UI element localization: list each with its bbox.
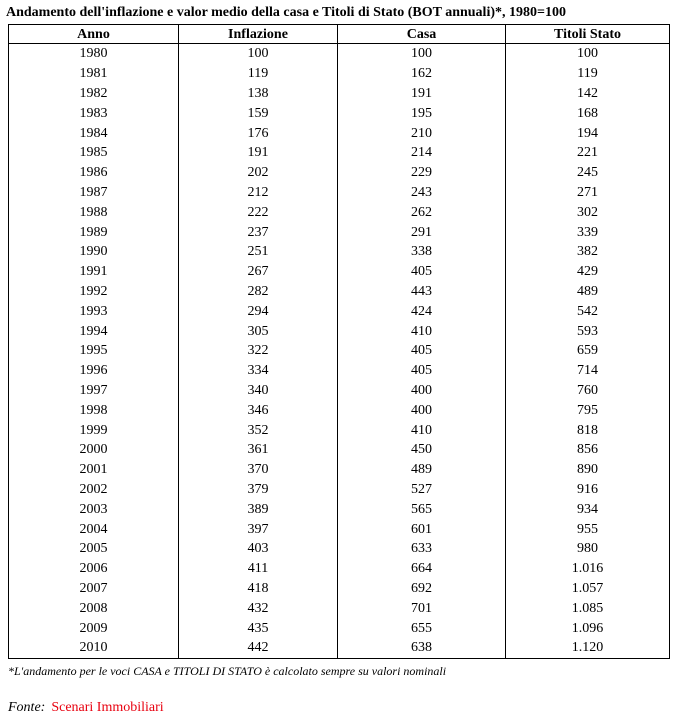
cell-casa: 338	[338, 242, 506, 262]
table-row	[9, 321, 670, 341]
table-row	[9, 222, 670, 242]
cell-inflazione: 403	[179, 539, 338, 559]
cell-inflazione: 346	[179, 400, 338, 420]
cell-anno: 1998	[9, 400, 179, 420]
table-row	[9, 638, 670, 658]
cell-titoli-stato: 1.085	[506, 598, 670, 618]
table-row	[9, 559, 670, 579]
cell-inflazione: 202	[179, 163, 338, 183]
cell-casa: 410	[338, 420, 506, 440]
cell-inflazione: 191	[179, 143, 338, 163]
cell-titoli-stato: 955	[506, 519, 670, 539]
cell-inflazione: 119	[179, 64, 338, 84]
table-row	[9, 44, 670, 64]
cell-titoli-stato: 760	[506, 381, 670, 401]
cell-inflazione: 159	[179, 103, 338, 123]
header-row	[9, 25, 670, 44]
cell-inflazione: 294	[179, 301, 338, 321]
cell-anno: 2004	[9, 519, 179, 539]
cell-titoli-stato: 714	[506, 361, 670, 381]
cell-casa: 633	[338, 539, 506, 559]
cell-anno: 1992	[9, 282, 179, 302]
cell-titoli-stato: 429	[506, 262, 670, 282]
cell-inflazione: 379	[179, 480, 338, 500]
source-value: Scenari Immobiliari	[51, 700, 164, 715]
cell-anno: 2010	[9, 638, 179, 658]
cell-titoli-stato: 382	[506, 242, 670, 262]
cell-casa: 701	[338, 598, 506, 618]
cell-inflazione: 340	[179, 381, 338, 401]
cell-casa: 638	[338, 638, 506, 658]
cell-anno: 2005	[9, 539, 179, 559]
table-row	[9, 480, 670, 500]
cell-casa: 405	[338, 262, 506, 282]
cell-casa: 400	[338, 381, 506, 401]
cell-casa: 664	[338, 559, 506, 579]
cell-casa: 195	[338, 103, 506, 123]
cell-casa: 214	[338, 143, 506, 163]
table-row	[9, 381, 670, 401]
cell-anno: 1999	[9, 420, 179, 440]
cell-anno: 2001	[9, 460, 179, 480]
cell-casa: 565	[338, 499, 506, 519]
data-table	[8, 24, 670, 659]
cell-casa: 527	[338, 480, 506, 500]
table-row	[9, 519, 670, 539]
cell-titoli-stato: 1.120	[506, 638, 670, 658]
cell-titoli-stato: 818	[506, 420, 670, 440]
column-header-titoli-stato: Titoli Stato	[506, 25, 670, 44]
cell-casa: 424	[338, 301, 506, 321]
table-row	[9, 242, 670, 262]
cell-titoli-stato: 489	[506, 282, 670, 302]
table-row	[9, 341, 670, 361]
table-row	[9, 123, 670, 143]
cell-inflazione: 370	[179, 460, 338, 480]
cell-titoli-stato: 100	[506, 44, 670, 64]
cell-anno: 1990	[9, 242, 179, 262]
cell-inflazione: 361	[179, 440, 338, 460]
cell-titoli-stato: 1.096	[506, 618, 670, 638]
cell-inflazione: 212	[179, 183, 338, 203]
table-row	[9, 539, 670, 559]
table-row	[9, 262, 670, 282]
cell-inflazione: 138	[179, 84, 338, 104]
cell-anno: 2006	[9, 559, 179, 579]
cell-titoli-stato: 245	[506, 163, 670, 183]
cell-casa: 443	[338, 282, 506, 302]
cell-titoli-stato: 339	[506, 222, 670, 242]
table-row	[9, 163, 670, 183]
cell-casa: 210	[338, 123, 506, 143]
cell-inflazione: 222	[179, 202, 338, 222]
table-title: Andamento dell'inflazione e valor medio della casa e Titoli di Stato (BOT annuali)*, 1980=100	[6, 5, 566, 20]
cell-anno: 1994	[9, 321, 179, 341]
cell-titoli-stato: 980	[506, 539, 670, 559]
table-row	[9, 499, 670, 519]
table-row	[9, 301, 670, 321]
cell-titoli-stato: 1.016	[506, 559, 670, 579]
cell-titoli-stato: 302	[506, 202, 670, 222]
cell-casa: 405	[338, 341, 506, 361]
cell-titoli-stato: 221	[506, 143, 670, 163]
table-row	[9, 361, 670, 381]
column-header-casa: Casa	[338, 25, 506, 44]
cell-anno: 1985	[9, 143, 179, 163]
table-row	[9, 420, 670, 440]
source-label: Fonte:	[8, 700, 46, 715]
table-row	[9, 202, 670, 222]
cell-casa: 291	[338, 222, 506, 242]
cell-anno: 1981	[9, 64, 179, 84]
table-row	[9, 618, 670, 638]
cell-casa: 489	[338, 460, 506, 480]
cell-casa: 405	[338, 361, 506, 381]
cell-inflazione: 100	[179, 44, 338, 64]
cell-inflazione: 389	[179, 499, 338, 519]
cell-titoli-stato: 168	[506, 103, 670, 123]
cell-titoli-stato: 659	[506, 341, 670, 361]
table-row	[9, 598, 670, 618]
cell-anno: 2007	[9, 579, 179, 599]
column-header-anno: Anno	[9, 25, 179, 44]
cell-inflazione: 334	[179, 361, 338, 381]
cell-titoli-stato: 856	[506, 440, 670, 460]
cell-anno: 2000	[9, 440, 179, 460]
cell-anno: 1991	[9, 262, 179, 282]
cell-anno: 1988	[9, 202, 179, 222]
cell-casa: 191	[338, 84, 506, 104]
cell-inflazione: 176	[179, 123, 338, 143]
cell-anno: 1983	[9, 103, 179, 123]
cell-casa: 262	[338, 202, 506, 222]
cell-casa: 400	[338, 400, 506, 420]
cell-titoli-stato: 1.057	[506, 579, 670, 599]
cell-inflazione: 411	[179, 559, 338, 579]
cell-inflazione: 432	[179, 598, 338, 618]
cell-anno: 1984	[9, 123, 179, 143]
table-row	[9, 183, 670, 203]
cell-titoli-stato: 271	[506, 183, 670, 203]
cell-inflazione: 397	[179, 519, 338, 539]
cell-titoli-stato: 593	[506, 321, 670, 341]
cell-casa: 450	[338, 440, 506, 460]
cell-titoli-stato: 916	[506, 480, 670, 500]
table-body	[9, 44, 670, 659]
cell-anno: 1986	[9, 163, 179, 183]
cell-inflazione: 435	[179, 618, 338, 638]
table-row	[9, 282, 670, 302]
cell-inflazione: 322	[179, 341, 338, 361]
cell-titoli-stato: 542	[506, 301, 670, 321]
table-row	[9, 440, 670, 460]
cell-casa: 601	[338, 519, 506, 539]
cell-anno: 1995	[9, 341, 179, 361]
footnote: *L'andamento per le voci CASA e TITOLI DI STATO è calcolato sempre su valori nominali	[8, 664, 447, 678]
cell-casa: 655	[338, 618, 506, 638]
cell-casa: 410	[338, 321, 506, 341]
cell-casa: 243	[338, 183, 506, 203]
cell-inflazione: 442	[179, 638, 338, 658]
cell-anno: 1982	[9, 84, 179, 104]
cell-inflazione: 305	[179, 321, 338, 341]
cell-anno: 1989	[9, 222, 179, 242]
cell-casa: 162	[338, 64, 506, 84]
cell-titoli-stato: 795	[506, 400, 670, 420]
cell-titoli-stato: 119	[506, 64, 670, 84]
cell-titoli-stato: 890	[506, 460, 670, 480]
column-header-inflazione: Inflazione	[179, 25, 338, 44]
cell-casa: 100	[338, 44, 506, 64]
cell-anno: 1993	[9, 301, 179, 321]
cell-titoli-stato: 142	[506, 84, 670, 104]
cell-inflazione: 352	[179, 420, 338, 440]
table-row	[9, 460, 670, 480]
cell-casa: 229	[338, 163, 506, 183]
table-row	[9, 64, 670, 84]
cell-anno: 1997	[9, 381, 179, 401]
cell-anno: 2009	[9, 618, 179, 638]
cell-inflazione: 282	[179, 282, 338, 302]
cell-inflazione: 267	[179, 262, 338, 282]
table-row	[9, 579, 670, 599]
cell-anno: 1980	[9, 44, 179, 64]
table-row	[9, 143, 670, 163]
cell-inflazione: 237	[179, 222, 338, 242]
cell-titoli-stato: 934	[506, 499, 670, 519]
cell-anno: 1987	[9, 183, 179, 203]
cell-inflazione: 418	[179, 579, 338, 599]
cell-casa: 692	[338, 579, 506, 599]
table-row	[9, 84, 670, 104]
cell-anno: 2008	[9, 598, 179, 618]
cell-anno: 2003	[9, 499, 179, 519]
cell-anno: 2002	[9, 480, 179, 500]
cell-anno: 1996	[9, 361, 179, 381]
source-line	[8, 700, 164, 716]
cell-titoli-stato: 194	[506, 123, 670, 143]
cell-inflazione: 251	[179, 242, 338, 262]
table-row	[9, 400, 670, 420]
table-row	[9, 103, 670, 123]
